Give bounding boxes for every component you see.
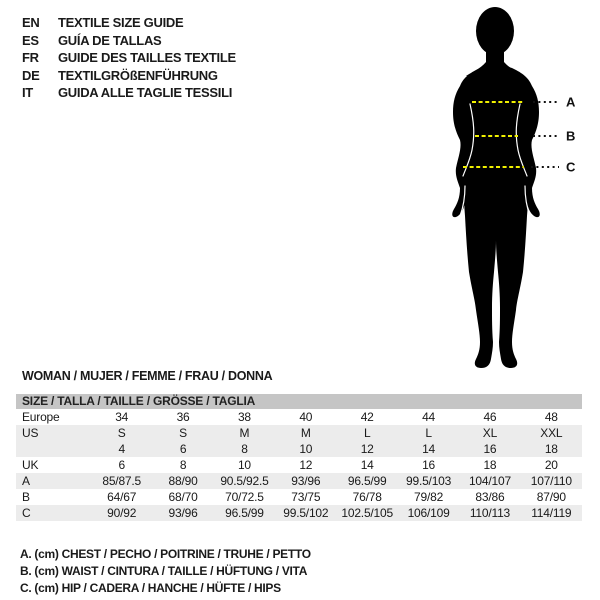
size-value: 114/119 [531, 506, 572, 520]
size-value: 38 [237, 410, 251, 424]
size-value: 106/109 [407, 506, 450, 520]
language-row [22, 84, 236, 102]
size-value: 6 [179, 442, 187, 456]
size-value: 90.5/92.5 [220, 474, 269, 488]
legend-chest: A. (cm) CHEST / PECHO / POITRINE / TRUHE / PETTO [20, 547, 311, 561]
table-row [16, 505, 582, 521]
size-value: S [117, 426, 126, 440]
size-value: 93/96 [168, 506, 198, 520]
size-value: 16 [483, 442, 497, 456]
row-label: US [22, 426, 39, 440]
size-value: 12 [299, 458, 313, 472]
size-value: 42 [360, 410, 374, 424]
legend-hip: C. (cm) HIP / CADERA / HANCHE / HÜFTE / HIPS [20, 581, 281, 595]
size-value: 110/113 [469, 506, 511, 520]
size-value: 107/110 [530, 474, 572, 488]
size-value: 96.5/99 [347, 474, 387, 488]
waist-label: B [566, 128, 576, 144]
language-list [22, 14, 236, 102]
size-value: 4 [118, 442, 125, 456]
size-value: 46 [483, 410, 497, 424]
size-value: 8 [241, 442, 248, 456]
measurement-figure [420, 0, 600, 390]
size-value: 68/70 [168, 490, 198, 504]
table-row [16, 473, 582, 489]
language-title: GUIDE DES TAILLES TEXTILE [58, 50, 236, 65]
size-value: 99.5/102 [283, 506, 329, 520]
size-value: 83/86 [475, 490, 505, 504]
row-label: Europe [22, 410, 60, 424]
language-code: EN [22, 15, 40, 30]
size-value: 99.5/103 [406, 474, 452, 488]
size-value: 40 [299, 410, 313, 424]
size-value: 90/92 [107, 506, 137, 520]
size-value: 64/67 [107, 490, 137, 504]
size-value: 14 [360, 458, 374, 472]
size-value: XXL [540, 426, 563, 440]
size-value: 104/107 [468, 474, 511, 488]
table-row [16, 441, 582, 457]
size-value: 85/87.5 [102, 474, 141, 488]
row-label [16, 441, 91, 457]
size-value: 6 [118, 458, 125, 472]
section-title: WOMAN / MUJER / FEMME / FRAU / DONNA [22, 369, 273, 383]
language-title: TEXTILE SIZE GUIDE [58, 15, 184, 30]
language-row [22, 14, 236, 32]
hip-label: C [566, 159, 576, 175]
table-row [16, 409, 582, 425]
size-value: 36 [176, 410, 190, 424]
size-value: 79/82 [414, 490, 444, 504]
measurement-legend [20, 546, 311, 597]
size-value: 14 [422, 442, 436, 456]
language-code: IT [22, 85, 33, 100]
woman-silhouette-icon [420, 0, 600, 390]
language-title: GUÍA DE TALLAS [58, 32, 162, 48]
language-code: FR [22, 50, 39, 65]
size-value: L [425, 426, 432, 440]
row-label: C [22, 506, 31, 520]
table-row [16, 489, 582, 505]
size-value: 93/96 [291, 474, 321, 488]
language-code: DE [22, 67, 40, 83]
size-value: 20 [544, 458, 558, 472]
size-table-body [16, 409, 582, 521]
language-row [22, 67, 236, 85]
size-value: 96.5/99 [225, 506, 264, 520]
size-value: 44 [422, 410, 436, 424]
size-value: S [179, 426, 187, 440]
row-label: B [22, 490, 30, 504]
row-label: A [22, 474, 30, 488]
size-value: 18 [483, 458, 497, 472]
size-value: XL [482, 426, 498, 440]
size-value: 34 [115, 410, 129, 424]
language-code: ES [22, 32, 39, 48]
size-value: 48 [544, 410, 558, 424]
size-value: 73/75 [291, 490, 321, 504]
size-value: 102.5/105 [341, 506, 393, 520]
table-row [16, 425, 582, 441]
size-table [16, 394, 582, 521]
size-value: M [239, 426, 250, 440]
size-value: M [300, 426, 311, 440]
language-title: TEXTILGRÖßENFÜHRUNG [58, 67, 218, 83]
table-row [16, 457, 582, 473]
language-row [22, 32, 236, 50]
size-value: 70/72.5 [225, 490, 264, 504]
size-value: 18 [544, 442, 558, 456]
legend-waist: B. (cm) WAIST / CINTURA / TAILLE / HÜFTUNG / VITA [20, 564, 308, 578]
chest-label: A [566, 94, 576, 110]
row-label: UK [22, 458, 39, 472]
size-value: L [363, 426, 371, 440]
size-value: 10 [299, 442, 313, 456]
size-value: 87/90 [536, 490, 566, 504]
size-table-header: SIZE / TALLA / TAILLE / GRÖSSE / TAGLIA [16, 394, 582, 409]
size-value: 88/90 [168, 474, 198, 488]
size-value: 76/78 [352, 490, 382, 504]
language-title: GUIDA ALLE TAGLIE TESSILI [58, 85, 233, 100]
size-value: 10 [237, 458, 251, 472]
size-value: 16 [422, 458, 436, 472]
size-value: 12 [360, 442, 374, 456]
size-value: 8 [179, 458, 187, 472]
language-row [22, 49, 236, 67]
